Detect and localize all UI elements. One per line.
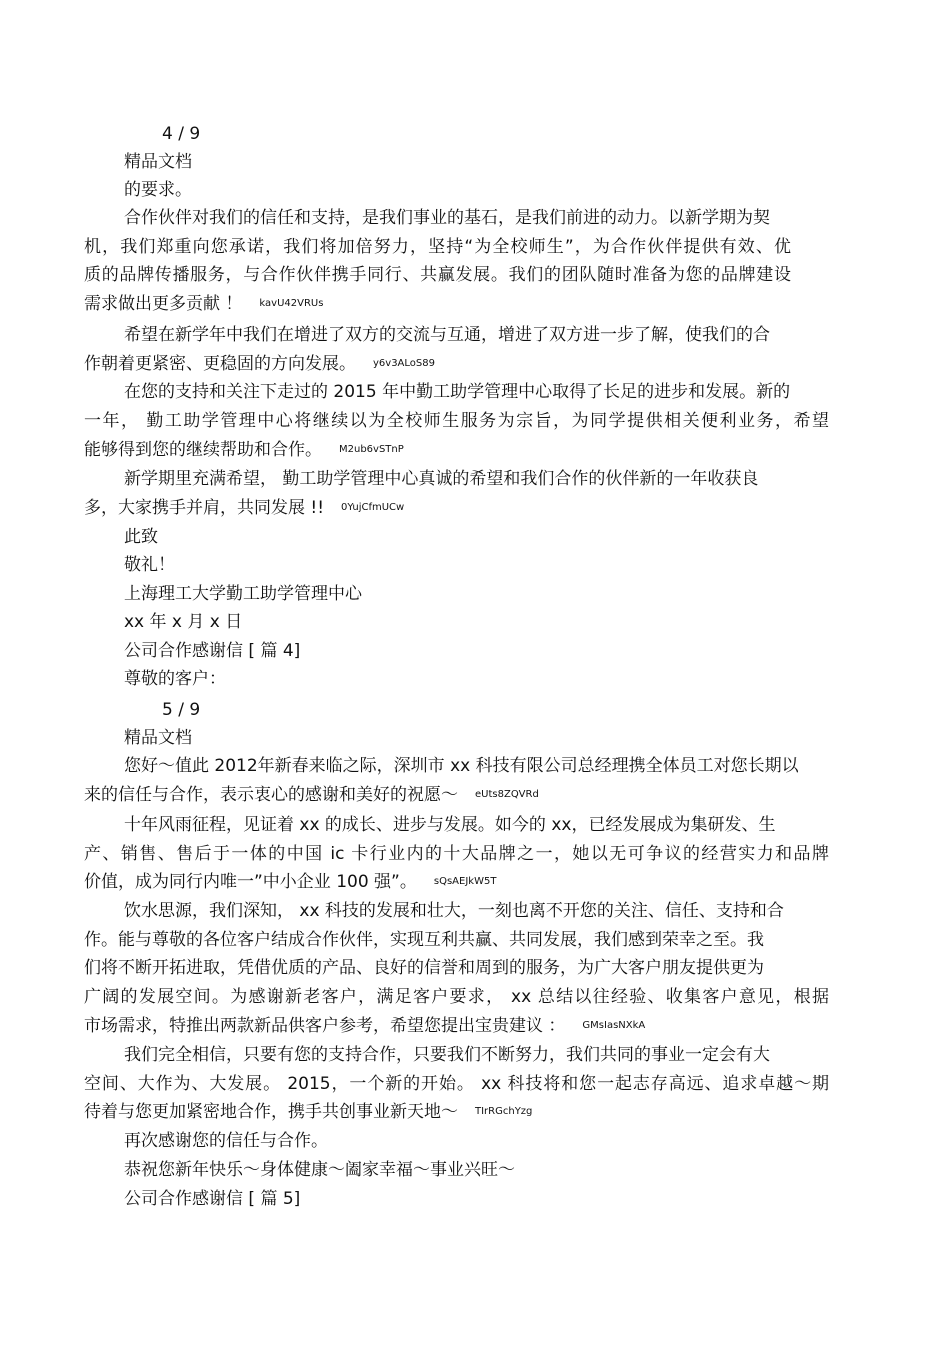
line-text: 您好～值此 2012年新春来临之际，深圳市 xx 科技有限公司总经理携全体员工对您长期以 [124,756,799,776]
watermark-code: TIrRGchYzg [475,1106,533,1117]
line-text: 作。能与尊敬的各位客户结成合作伙伴，实现互利共赢、共同发展，我们感到荣幸之至。我 [84,930,764,950]
text-line [124,728,192,748]
watermark-code: GMsIasNXkA [582,1020,646,1031]
line-text: 多，大家携手并肩，共同发展 !! [84,498,325,518]
line-text: 作朝着更紧密、更稳固的方向发展。 [84,354,356,374]
text-line [162,700,200,720]
text-line [84,498,404,518]
line-text: 恭祝您新年快乐～身体健康～阖家幸福～事业兴旺～ [124,1160,515,1180]
line-text: 一年， 勤工助学管理中心将继续以为全校师生服务为宗旨，为同学提供相关便利业务，希望 [84,411,829,431]
line-text: 新学期里充满希望， 勤工助学管理中心真诚的希望和我们合作的伙伴新的一年收获良 [124,469,759,489]
text-line [124,612,242,632]
line-text: 产、销售、售后于一体的中国 ic 卡行业内的十大品牌之一，她以无可争议的经营实力和品牌 [84,844,829,864]
line-text: 市场需求，特推出两款新品供客户参考，希望您提出宝贵建议 ： [84,1016,566,1036]
text-line [84,411,829,431]
line-text: 饮水思源，我们深知， xx 科技的发展和壮大，一刻也离不开您的关注、信任、支持和合 [124,901,784,921]
line-text: 再次感谢您的信任与合作。 [124,1131,328,1151]
line-text: 我们完全相信，只要有您的支持合作，只要我们不断努力，我们共同的事业一定会有大 [124,1045,770,1065]
text-line [124,555,175,575]
line-text: 的要求。 [124,180,192,200]
watermark-code: eUts8ZQVRd [475,789,539,800]
line-text: 公司合作感谢信 [ 篇 5] [124,1189,301,1209]
text-line [124,1189,300,1209]
text-line [124,584,362,604]
line-text: 空间、大作为、大发展。 2015，一个新的开始。 xx 科技将和您一起志存高远、追求卓越～期 [84,1074,829,1094]
line-text: 十年风雨征程，见证着 xx 的成长、进步与发展。如今的 xx，已经发展成为集研发、生 [124,815,776,835]
line-text: 尊敬的客户： [124,669,226,689]
line-text: 广阔的发展空间。为感谢新老客户，满足客户要求， xx 总结以往经验、收集客户意见，根据 [84,987,829,1007]
line-text: 敬礼！ [124,555,175,575]
line-text: 来的信任与合作，表示衷心的感谢和美好的祝愿～ [84,785,458,805]
line-text: 价值，成为同行内唯一”中小企业 100 强”。 [84,872,417,892]
text-line [124,669,226,689]
watermark-code: kavU42VRUs [259,298,324,309]
text-line [84,294,323,314]
text-line [84,1016,645,1036]
text-line [124,527,158,547]
line-text: 公司合作感谢信 [ 篇 4] [124,641,301,661]
line-text: 们将不断开拓进取，凭借优质的产品、良好的信誉和周到的服务，为广大客户朋友提供更为 [84,958,764,978]
text-line [84,987,829,1007]
text-line [84,237,791,257]
line-text: 5 / 9 [162,700,201,720]
text-line [84,958,764,978]
watermark-code: M2ub6vSTnP [339,444,404,455]
watermark-code: sQsAEJkW5T [433,876,497,887]
line-text: 在您的支持和关注下走过的 2015 年中勤工助学管理中心取得了长足的进步和发展。新的 [124,382,791,402]
line-text: 能够得到您的继续帮助和合作。 [84,440,322,460]
line-text: 精品文档 [124,728,192,748]
text-line [124,325,770,345]
line-text: 待着与您更加紧密地合作，携手共创事业新天地～ [84,1102,458,1122]
text-line [162,124,200,144]
line-text: xx 年 x 月 x 日 [124,612,243,632]
watermark-code: 0YujCfmUCw [341,502,405,513]
text-line [124,208,770,228]
line-text: 质的品牌传播服务，与合作伙伴携手同行、共赢发展。我们的团队随时准备为您的品牌建设 [84,265,791,285]
text-line [84,930,764,950]
text-line [84,785,539,805]
text-line [124,469,758,489]
text-line [124,641,300,661]
text-line [124,901,784,921]
text-line [124,1160,515,1180]
text-line [84,844,829,864]
text-line [124,756,799,776]
line-text: 精品文档 [124,152,192,172]
text-line [84,265,791,285]
line-text: 4 / 9 [162,124,201,144]
line-text: 上海理工大学勤工助学管理中心 [124,584,362,604]
watermark-code: y6v3ALoS89 [373,358,435,369]
line-text: 此致 [124,527,158,547]
text-line [124,1045,770,1065]
text-line [84,440,404,460]
text-line [84,1074,829,1094]
text-line [84,354,435,374]
line-text: 需求做出更多贡献 ！ [84,294,243,314]
text-line [124,1131,328,1151]
line-text: 合作伙伴对我们的信任和支持，是我们事业的基石，是我们前进的动力。以新学期为契 [124,208,770,228]
text-line [124,815,775,835]
text-line [124,382,790,402]
text-line [84,872,496,892]
text-line [84,1102,532,1122]
line-text: 希望在新学年中我们在增进了双方的交流与互通，增进了双方进一步了解，使我们的合 [124,325,770,345]
text-line [124,152,192,172]
text-line [124,180,192,200]
line-text: 机，我们郑重向您承诺，我们将加倍努力，坚持“为全校师生”，为合作伙伴提供有效、优 [84,237,791,257]
